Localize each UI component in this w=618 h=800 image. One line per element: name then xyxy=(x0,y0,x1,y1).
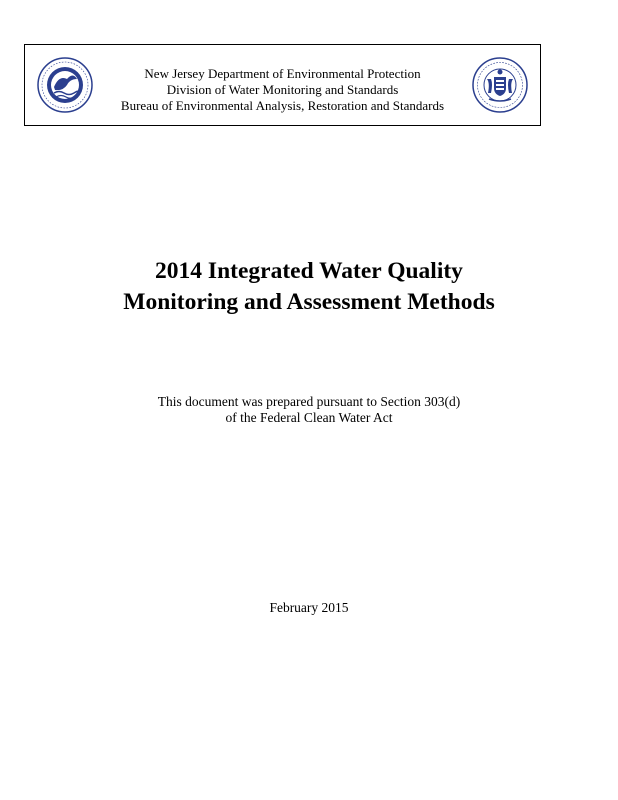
header-box xyxy=(24,44,541,126)
title-line-1: 2014 Integrated Water Quality xyxy=(155,258,463,284)
header-text xyxy=(95,66,470,114)
nj-environmental-protection-seal-icon xyxy=(37,57,93,113)
header-bureau: Bureau of Environmental Analysis, Restoration and Standards xyxy=(120,98,445,113)
subtitle-line-1: This document was prepared pursuant to Section 303(d) xyxy=(157,394,461,409)
document-subtitle xyxy=(0,394,618,426)
document-title xyxy=(0,256,618,318)
header-department: New Jersey Department of Environmental Protection xyxy=(144,66,421,81)
document-date: February 2015 xyxy=(269,600,349,615)
subtitle-line-2: of the Federal Clean Water Act xyxy=(225,410,393,425)
title-line-2: Monitoring and Assessment Methods xyxy=(123,289,495,315)
header-division: Division of Water Monitoring and Standards xyxy=(166,82,399,97)
nj-state-seal-icon xyxy=(472,57,528,113)
